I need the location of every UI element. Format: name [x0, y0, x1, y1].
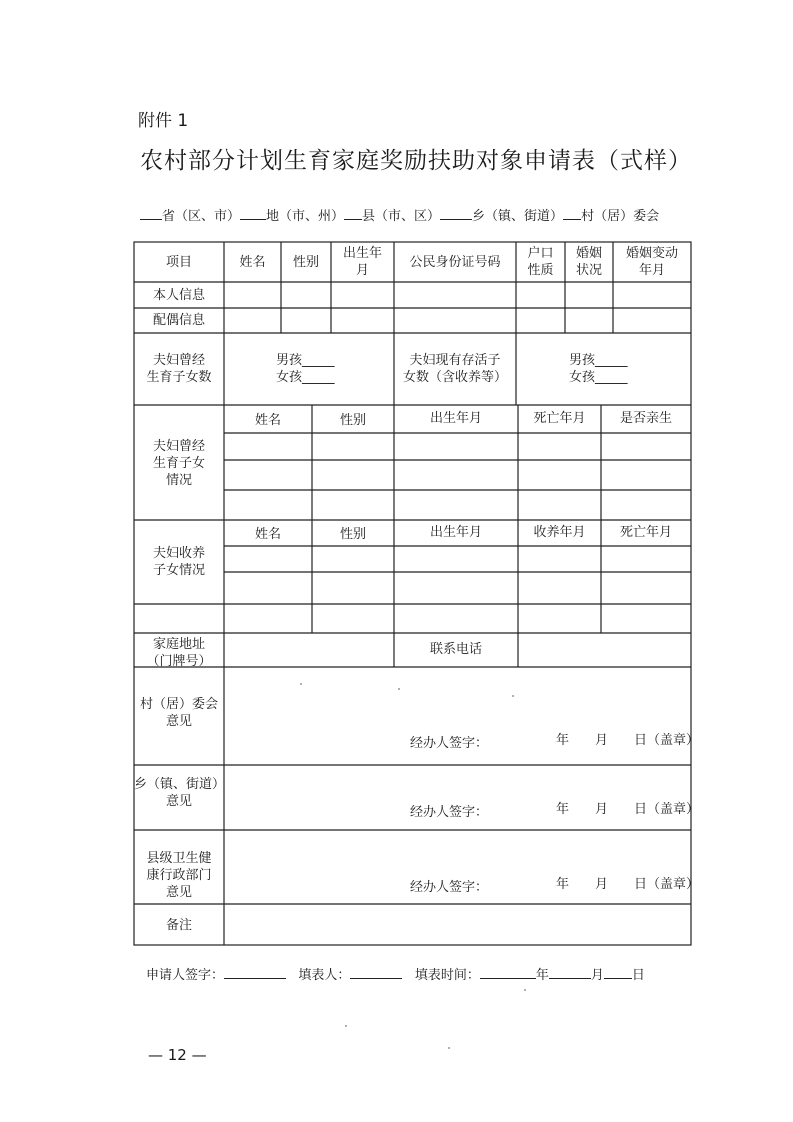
village-sign-label: 经办人签字： [410, 736, 489, 751]
adopted-children-label: 夫妇收养 子女情况 [152, 546, 205, 578]
applicant-sign-blank[interactable] [224, 966, 286, 979]
page-number: — 12 — [148, 1046, 207, 1064]
scan-speck [300, 683, 302, 685]
adopted-header-adopt-date: 收养年月 [533, 525, 586, 540]
born-boys-field[interactable]: 男孩_____ [276, 353, 335, 368]
header-gender: 性别 [292, 255, 319, 270]
header-id-number: 公民身份证号码 [409, 255, 501, 270]
township-label: 乡（镇、街道） [472, 209, 564, 224]
county-date-stamp: 年 月 日（盖章） [556, 877, 700, 892]
village-label: 村（居）委会 [581, 209, 660, 224]
day-label: 日 [631, 968, 645, 983]
attachment-label: 附件 1 [138, 111, 189, 131]
scan-speck [398, 688, 400, 690]
year-label: 年 [535, 968, 549, 983]
born-header-biological: 是否亲生 [619, 411, 672, 426]
province-label: 省（区、市） [162, 209, 241, 224]
county-label: 县（市、区） [362, 209, 441, 224]
address-label: 家庭地址 （门牌号） [146, 637, 212, 669]
children-living-count-label: 夫妇现有存活子 女数（含收养等） [402, 353, 507, 385]
day-blank[interactable] [604, 966, 632, 979]
village-opinion-label: 村（居）委会 意见 [139, 697, 218, 729]
scan-speck [345, 1025, 347, 1027]
self-info-label: 本人信息 [152, 288, 205, 303]
footer-line [146, 964, 645, 983]
header-hukou: 户口 性质 [527, 246, 554, 278]
remarks-label: 备注 [165, 918, 192, 933]
adopted-header-name: 姓名 [254, 527, 281, 542]
scan-speck [448, 1047, 450, 1049]
born-header-gender: 性别 [339, 413, 366, 428]
village-date-stamp: 年 月 日（盖章） [556, 733, 700, 748]
town-date-stamp: 年 月 日（盖章） [556, 802, 700, 817]
scan-speck [524, 989, 526, 991]
phone-label: 联系电话 [429, 642, 482, 657]
month-label: 月 [590, 968, 604, 983]
town-opinion-label: 乡（镇、街道） 意见 [134, 777, 226, 809]
scan-speck [512, 695, 514, 697]
header-marital: 婚姻 状况 [575, 246, 602, 278]
county-sign-label: 经办人签字： [410, 880, 489, 895]
children-born-count-label: 夫妇曾经 生育子女数 [146, 353, 212, 385]
born-header-death: 死亡年月 [533, 411, 586, 426]
header-name: 姓名 [239, 255, 266, 270]
header-marriage-change: 婚姻变动 年月 [625, 246, 678, 278]
living-boys-field[interactable]: 男孩_____ [569, 353, 628, 368]
filler-blank[interactable] [350, 966, 402, 979]
adopted-header-gender: 性别 [339, 527, 366, 542]
born-header-name: 姓名 [254, 413, 281, 428]
fill-time-label: 填表时间： [414, 968, 480, 983]
year-blank[interactable] [480, 966, 536, 979]
month-blank[interactable] [549, 966, 591, 979]
county-opinion-label: 县级卫生健 康行政部门 意见 [146, 851, 212, 900]
header-item: 项目 [165, 255, 192, 270]
adopted-header-death: 死亡年月 [619, 525, 672, 540]
born-girls-field[interactable]: 女孩_____ [276, 370, 335, 385]
prefecture-label: 地（市、州） [266, 209, 345, 224]
born-header-birth: 出生年月 [429, 411, 482, 426]
form-title: 农村部分计划生育家庭奖励扶助对象申请表（式样） [140, 148, 692, 174]
header-birth: 出生年 月 [342, 246, 382, 278]
applicant-sign-label: 申请人签字： [146, 968, 225, 983]
born-children-label: 夫妇曾经 生育子女 情况 [152, 439, 205, 488]
town-sign-label: 经办人签字： [410, 805, 489, 820]
living-girls-field[interactable]: 女孩_____ [569, 370, 628, 385]
filler-label: 填表人： [298, 968, 351, 983]
spouse-info-label: 配偶信息 [152, 313, 205, 328]
adopted-header-birth: 出生年月 [429, 525, 482, 540]
